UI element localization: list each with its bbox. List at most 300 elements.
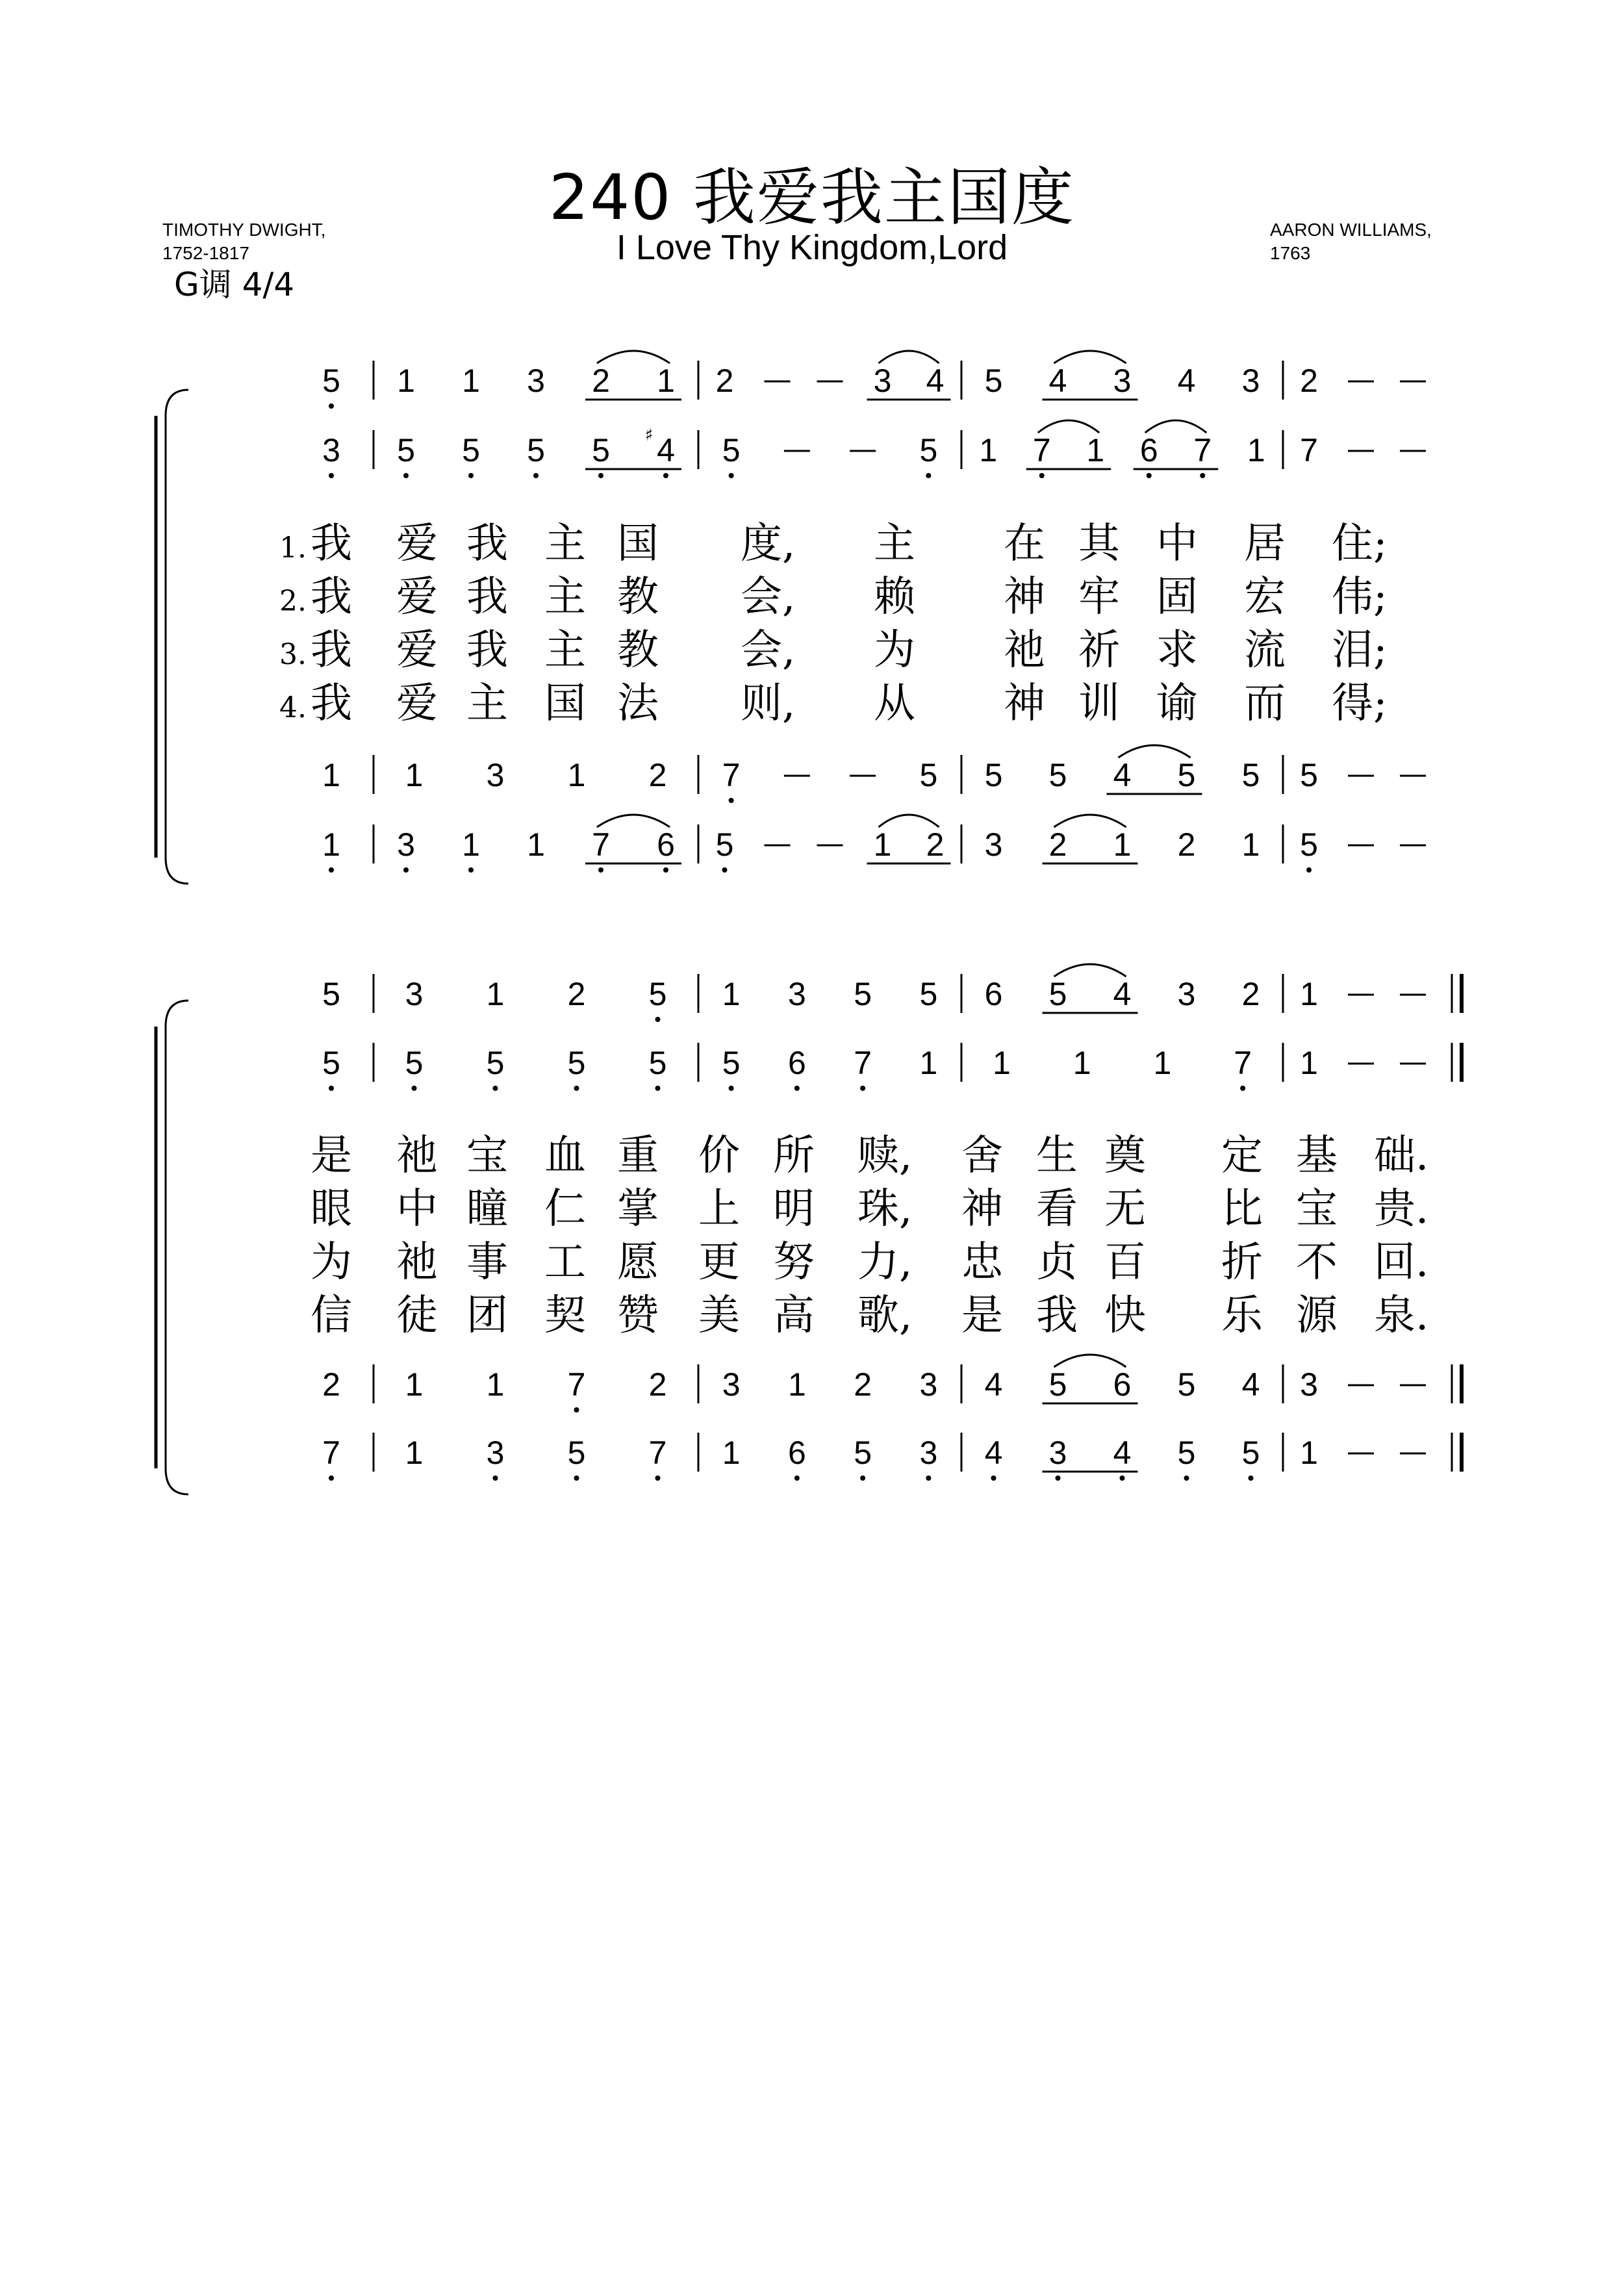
lyric-syllable: 定 <box>1221 1132 1263 1180</box>
lower-octave-dot <box>860 1086 865 1091</box>
tie-slur <box>597 351 670 363</box>
lyric-syllable: 而 <box>1244 680 1286 728</box>
lyric-syllable: 国 <box>544 680 586 728</box>
note-digit: 1 <box>1086 432 1105 468</box>
lower-octave-dot <box>1200 473 1205 478</box>
lower-octave-dot <box>574 1476 579 1481</box>
note-digit: 3 <box>486 1435 505 1471</box>
note-digit: 5 <box>722 1045 741 1081</box>
note-digit: 7 <box>648 1435 667 1471</box>
lyric-syllable: 信 <box>311 1292 352 1340</box>
lyric-syllable: 牢 <box>1078 573 1120 621</box>
note-digit: 5 <box>919 757 938 793</box>
lower-octave-dot <box>655 1017 661 1022</box>
lyric-verse-3 <box>279 626 1388 674</box>
lyric-syllable: 快 <box>1104 1292 1146 1340</box>
lyric-syllable: 源 <box>1296 1292 1338 1340</box>
lyric-syllable: 百 <box>1104 1238 1146 1286</box>
note-digit: 7 <box>1234 1045 1252 1081</box>
lyric-syllable: 基 <box>1296 1132 1338 1180</box>
system-2 <box>156 974 1462 1494</box>
lyric-syllable: 主 <box>544 626 586 674</box>
lower-octave-dot <box>1184 1476 1189 1481</box>
lyric-syllable: 从 <box>874 680 915 728</box>
system-bracket <box>166 390 188 884</box>
note-digit: 5 <box>1300 826 1318 863</box>
note-digit: 4 <box>1113 1435 1132 1471</box>
note-digit: 1 <box>722 1435 741 1471</box>
note-digit: 5 <box>527 432 545 468</box>
lyric-syllable: 舍 <box>961 1132 1003 1180</box>
lyric-syllable: 赞 <box>617 1292 659 1340</box>
note-digit: 5 <box>984 363 1003 399</box>
lower-octave-dot <box>663 867 668 873</box>
lyric-syllable: 神 <box>961 1185 1003 1233</box>
note-digit: 1 <box>722 976 741 1012</box>
lyric-syllable: 努 <box>773 1238 815 1286</box>
note-digit: 7 <box>854 1045 872 1081</box>
lyric-syllable: 在 <box>1004 520 1045 568</box>
note-digit: 4 <box>657 432 675 468</box>
lyric-syllable: 瞳 <box>466 1185 508 1233</box>
lower-octave-dot <box>329 867 334 873</box>
note-digit: 3 <box>1177 976 1196 1012</box>
lyric-syllable: 则, <box>741 680 796 728</box>
verse-number: 4. <box>279 691 307 724</box>
note-digit: 4 <box>1113 757 1132 793</box>
note-digit: 1 <box>873 826 892 863</box>
lower-octave-dot <box>926 473 931 478</box>
note-digit: 5 <box>405 1045 424 1081</box>
lower-octave-dot <box>412 1086 417 1091</box>
note-digit: 5 <box>322 1045 340 1081</box>
note-digit: 5 <box>486 1045 505 1081</box>
lyric-syllable: 宏 <box>1244 573 1286 621</box>
lyric-syllable: 比 <box>1221 1185 1263 1233</box>
note-digit: 1 <box>657 363 675 399</box>
note-digit: 1 <box>462 826 480 863</box>
lower-octave-dot <box>1039 473 1045 478</box>
lower-octave-dot <box>860 1476 865 1481</box>
lower-octave-dot <box>991 1476 996 1481</box>
note-digit: 1 <box>405 1366 424 1403</box>
lyricist-name: TIMOTHY DWIGHT, <box>162 220 326 240</box>
note-digit: 5 <box>1300 757 1318 793</box>
note-digit: 5 <box>322 363 340 399</box>
lyric-syllable: 折 <box>1221 1238 1263 1286</box>
note-digit: 4 <box>926 363 945 399</box>
note-digit: 2 <box>1300 363 1318 399</box>
lyric-syllable: 祈 <box>1078 626 1120 674</box>
lyric-syllable: 为 <box>874 626 915 674</box>
note-digit: 5 <box>397 432 415 468</box>
note-digit: 3 <box>486 757 505 793</box>
lyric-syllable: 回. <box>1374 1238 1429 1286</box>
lyric-syllable: 力, <box>857 1238 913 1286</box>
note-digit: 1 <box>1072 1045 1091 1081</box>
lower-octave-dot <box>663 473 668 478</box>
lyric-syllable: 我 <box>311 573 352 621</box>
lyric-syllable: 爱 <box>396 626 438 674</box>
lyric-verse-4 <box>279 680 1388 728</box>
lyric-syllable: 奠 <box>1104 1132 1146 1180</box>
lower-octave-dot <box>574 1407 579 1412</box>
lyric-syllable: 主 <box>874 520 915 568</box>
lyric-syllable: 爱 <box>396 573 438 621</box>
note-digit: 2 <box>322 1366 340 1403</box>
note-digit: 6 <box>1139 432 1158 468</box>
lyric-syllable: 贵. <box>1374 1185 1429 1233</box>
lyric-syllable: 珠, <box>857 1185 913 1233</box>
lyric-syllable: 祂 <box>396 1238 438 1286</box>
alto-row <box>322 1043 1426 1091</box>
note-digit: 5 <box>919 976 938 1012</box>
lyric-syllable: 上 <box>698 1185 740 1233</box>
note-digit: 1 <box>1300 976 1318 1012</box>
bass-row <box>322 1433 1426 1481</box>
lower-octave-dot <box>533 473 539 478</box>
lyric-syllable: 主 <box>466 680 508 728</box>
note-digit: 1 <box>992 1045 1011 1081</box>
tie-slur <box>1054 964 1126 977</box>
note-digit: 3 <box>527 363 545 399</box>
lyric-syllable: 我 <box>466 573 508 621</box>
note-digit: 2 <box>592 363 610 399</box>
lower-octave-dot <box>598 867 603 873</box>
note-digit: 3 <box>322 432 340 468</box>
note-digit: 1 <box>397 363 415 399</box>
lyric-syllable: 为 <box>311 1238 352 1286</box>
lyric-verse-1 <box>279 520 1388 568</box>
lyric-syllable: 固 <box>1156 573 1198 621</box>
hymn-title: 240 我爱我主国度 <box>549 161 1075 234</box>
lyric-syllable: 会, <box>741 626 796 674</box>
note-digit: 3 <box>1048 1435 1067 1471</box>
lyric-syllable: 团 <box>466 1292 508 1340</box>
lyric-syllable: 眼 <box>311 1185 352 1233</box>
lyric-syllable: 神 <box>1004 573 1045 621</box>
note-digit: 5 <box>1048 1366 1067 1403</box>
note-digit: 3 <box>1300 1366 1318 1403</box>
note-digit: 2 <box>854 1366 872 1403</box>
lyric-syllable: 祂 <box>396 1132 438 1180</box>
note-digit: 2 <box>648 1366 667 1403</box>
lyricist-years: 1752-1817 <box>162 243 249 263</box>
tie-slur <box>1119 745 1191 758</box>
note-digit: 5 <box>854 976 872 1012</box>
lyric-syllable: 础. <box>1374 1132 1429 1180</box>
lower-octave-dot <box>598 473 603 478</box>
lyric-syllable: 我 <box>466 520 508 568</box>
note-digit: 4 <box>984 1435 1003 1471</box>
note-digit: 4 <box>1241 1366 1260 1403</box>
composer-years: 1763 <box>1270 243 1311 263</box>
note-digit: 5 <box>648 1045 667 1081</box>
lower-octave-dot <box>329 1476 334 1481</box>
note-digit: 3 <box>919 1435 938 1471</box>
lyric-syllable: 教 <box>617 573 659 621</box>
lyric-syllable: 度, <box>741 520 796 568</box>
lower-octave-dot <box>403 473 409 478</box>
note-digit: 6 <box>657 826 675 863</box>
note-digit: 7 <box>592 826 610 863</box>
note-digit: 3 <box>397 826 415 863</box>
note-digit: 3 <box>787 976 806 1012</box>
tie-slur <box>879 351 939 363</box>
note-digit: 5 <box>567 1435 586 1471</box>
lyric-syllable: 是 <box>311 1132 352 1180</box>
note-digit: 5 <box>1177 757 1196 793</box>
note-digit: 1 <box>322 757 340 793</box>
lower-octave-dot <box>1249 1476 1254 1481</box>
note-digit: 1 <box>405 757 424 793</box>
note-digit: 3 <box>873 363 892 399</box>
lyric-syllable: 我 <box>1036 1292 1078 1340</box>
lyric-verse-2 <box>279 573 1388 621</box>
note-digit: 4 <box>1177 363 1196 399</box>
tie-slur <box>1054 815 1126 827</box>
note-digit: 2 <box>567 976 586 1012</box>
note-digit: 3 <box>919 1366 938 1403</box>
note-digit: 1 <box>486 1366 505 1403</box>
lyric-syllable: 爱 <box>396 520 438 568</box>
tie-slur <box>1145 420 1207 433</box>
note-digit: 1 <box>1247 432 1265 468</box>
alto-row <box>322 420 1426 478</box>
note-digit: 1 <box>919 1045 938 1081</box>
hymn-english-title: I Love Thy Kingdom,Lord <box>616 228 1008 267</box>
lyric-syllable: 仁 <box>544 1185 586 1233</box>
sharp-sign: ♯ <box>644 426 653 445</box>
lyric-syllable: 乐 <box>1221 1292 1263 1340</box>
lyric-syllable: 所 <box>773 1132 815 1180</box>
note-digit: 1 <box>1113 826 1132 863</box>
lyric-syllable: 祂 <box>1004 626 1045 674</box>
lyric-syllable: 无 <box>1104 1185 1146 1233</box>
lyric-syllable: 重 <box>617 1132 659 1180</box>
lyric-syllable: 爱 <box>396 680 438 728</box>
tie-slur <box>1054 351 1126 363</box>
note-digit: 7 <box>322 1435 340 1471</box>
lower-octave-dot <box>493 1476 498 1481</box>
verse-number: 1. <box>279 531 307 565</box>
soprano-row <box>322 964 1426 1022</box>
note-digit: 6 <box>787 1435 806 1471</box>
verse-number: 2. <box>279 585 307 618</box>
lyric-syllable: 国 <box>617 520 659 568</box>
note-digit: 5 <box>1241 757 1260 793</box>
lyric-syllable: 工 <box>544 1238 586 1286</box>
note-digit: 1 <box>486 976 505 1012</box>
lyric-syllable: 宝 <box>466 1132 508 1180</box>
lyric-syllable: 赎, <box>857 1132 913 1180</box>
lower-octave-dot <box>729 798 734 803</box>
note-digit: 3 <box>984 826 1003 863</box>
lower-octave-dot <box>794 1476 800 1481</box>
note-digit: 5 <box>322 976 340 1012</box>
bass-row <box>322 815 1426 873</box>
lyric-syllable: 我 <box>311 680 352 728</box>
lyric-syllable: 主 <box>544 573 586 621</box>
lyric-syllable: 明 <box>773 1185 815 1233</box>
note-digit: 1 <box>322 826 340 863</box>
lyric-verse-2 <box>311 1185 1428 1233</box>
lower-octave-dot <box>403 867 409 873</box>
note-digit: 5 <box>1241 1435 1260 1471</box>
note-digit: 7 <box>1193 432 1212 468</box>
lower-octave-dot <box>1120 1476 1125 1481</box>
note-digit: 6 <box>1113 1366 1132 1403</box>
note-digit: 3 <box>405 976 424 1012</box>
composer-name: AARON WILLIAMS, <box>1270 220 1432 240</box>
note-digit: 5 <box>984 757 1003 793</box>
lower-octave-dot <box>329 403 334 409</box>
note-digit: 5 <box>722 432 741 468</box>
tie-slur <box>597 815 670 827</box>
lyric-syllable: 中 <box>396 1185 438 1233</box>
lyric-syllable: 中 <box>1156 520 1198 568</box>
lyric-syllable: 会, <box>741 573 796 621</box>
note-digit: 2 <box>926 826 945 863</box>
note-digit: 5 <box>648 976 667 1012</box>
note-digit: 2 <box>1241 976 1260 1012</box>
lower-octave-dot <box>729 473 734 478</box>
lower-octave-dot <box>1056 1476 1061 1481</box>
lyric-syllable: 谕 <box>1156 680 1198 728</box>
lower-octave-dot <box>655 1476 661 1481</box>
lyric-syllable: 主 <box>544 520 586 568</box>
lyric-syllable: 我 <box>466 626 508 674</box>
note-digit: 2 <box>648 757 667 793</box>
lyric-syllable: 愿 <box>617 1238 659 1286</box>
lyric-syllable: 伟; <box>1332 573 1388 621</box>
tie-slur <box>1054 1355 1126 1367</box>
lyric-syllable: 求 <box>1156 626 1198 674</box>
note-digit: 5 <box>1048 757 1067 793</box>
lyric-syllable: 神 <box>1004 680 1045 728</box>
note-digit: 3 <box>722 1366 741 1403</box>
lyric-syllable: 高 <box>773 1292 815 1340</box>
lyric-syllable: 忠 <box>961 1238 1003 1286</box>
note-digit: 5 <box>854 1435 872 1471</box>
lyric-syllable: 泉. <box>1374 1292 1429 1340</box>
lyric-verse-4 <box>311 1292 1428 1340</box>
lyric-syllable: 生 <box>1036 1132 1078 1180</box>
lyric-verse-1 <box>311 1132 1428 1180</box>
note-digit: 6 <box>984 976 1003 1012</box>
lower-octave-dot <box>1240 1086 1245 1091</box>
note-digit: 4 <box>1113 976 1132 1012</box>
note-digit: 1 <box>1300 1435 1318 1471</box>
tie-slur <box>1038 420 1100 433</box>
note-digit: 4 <box>1048 363 1067 399</box>
note-digit: 1 <box>1300 1045 1318 1081</box>
lower-octave-dot <box>468 473 474 478</box>
lower-octave-dot <box>926 1476 931 1481</box>
note-digit: 2 <box>715 363 734 399</box>
lower-octave-dot <box>794 1086 800 1091</box>
note-digit: 1 <box>979 432 998 468</box>
tenor-row <box>322 1355 1426 1412</box>
lyric-syllable: 看 <box>1036 1185 1078 1233</box>
lyric-syllable: 徒 <box>396 1292 438 1340</box>
note-digit: 6 <box>787 1045 806 1081</box>
note-digit: 5 <box>567 1045 586 1081</box>
note-digit: 1 <box>527 826 545 863</box>
lyric-syllable: 掌 <box>617 1185 659 1233</box>
note-digit: 3 <box>1241 363 1260 399</box>
soprano-row <box>322 351 1426 409</box>
lower-octave-dot <box>329 1086 334 1091</box>
lyric-syllable: 价 <box>698 1132 740 1180</box>
lyric-syllable: 我 <box>311 626 352 674</box>
lyric-syllable: 法 <box>617 680 659 728</box>
lower-octave-dot <box>329 473 334 478</box>
note-digit: 1 <box>405 1435 424 1471</box>
lower-octave-dot <box>729 1086 734 1091</box>
tie-slur <box>879 815 939 827</box>
note-digit: 1 <box>1153 1045 1172 1081</box>
lyric-syllable: 不 <box>1296 1238 1338 1286</box>
lyric-syllable: 教 <box>617 626 659 674</box>
lower-octave-dot <box>722 867 728 873</box>
lyric-syllable: 事 <box>466 1238 508 1286</box>
lower-octave-dot <box>468 867 474 873</box>
lyric-syllable: 美 <box>698 1292 740 1340</box>
note-digit: 1 <box>1241 826 1260 863</box>
note-digit: 7 <box>722 757 741 793</box>
note-digit: 1 <box>462 363 480 399</box>
lyric-syllable: 赖 <box>874 573 915 621</box>
note-digit: 2 <box>1048 826 1067 863</box>
system-bracket <box>166 1001 188 1494</box>
lyric-syllable: 住; <box>1332 520 1388 568</box>
lyric-syllable: 宝 <box>1296 1185 1338 1233</box>
note-digit: 5 <box>462 432 480 468</box>
lyric-syllable: 居 <box>1244 520 1286 568</box>
lyric-syllable: 其 <box>1078 520 1120 568</box>
note-digit: 2 <box>1177 826 1196 863</box>
note-digit: 7 <box>1032 432 1051 468</box>
lyric-syllable: 更 <box>698 1238 740 1286</box>
lower-octave-dot <box>574 1086 579 1091</box>
lyric-syllable: 是 <box>961 1292 1003 1340</box>
key-and-time-signature: G调 4/4 <box>174 266 295 303</box>
note-digit: 5 <box>1177 1366 1196 1403</box>
lyric-syllable: 我 <box>311 520 352 568</box>
lower-octave-dot <box>1147 473 1152 478</box>
lyric-syllable: 契 <box>544 1292 586 1340</box>
note-digit: 1 <box>787 1366 806 1403</box>
lyric-syllable: 训 <box>1078 680 1120 728</box>
note-digit: 5 <box>592 432 610 468</box>
lyric-syllable: 泪; <box>1332 626 1388 674</box>
note-digit: 5 <box>919 432 938 468</box>
note-digit: 1 <box>567 757 586 793</box>
note-digit: 5 <box>1048 976 1067 1012</box>
note-digit: 4 <box>984 1366 1003 1403</box>
note-digit: 5 <box>1177 1435 1196 1471</box>
lower-octave-dot <box>1306 867 1312 873</box>
lyric-syllable: 血 <box>544 1132 586 1180</box>
lyric-verse-3 <box>311 1238 1428 1286</box>
lyric-syllable: 歌, <box>857 1292 913 1340</box>
note-digit: 3 <box>1113 363 1132 399</box>
note-digit: 7 <box>567 1366 586 1403</box>
lower-octave-dot <box>493 1086 498 1091</box>
lower-octave-dot <box>655 1086 661 1091</box>
note-digit: 5 <box>715 826 734 863</box>
